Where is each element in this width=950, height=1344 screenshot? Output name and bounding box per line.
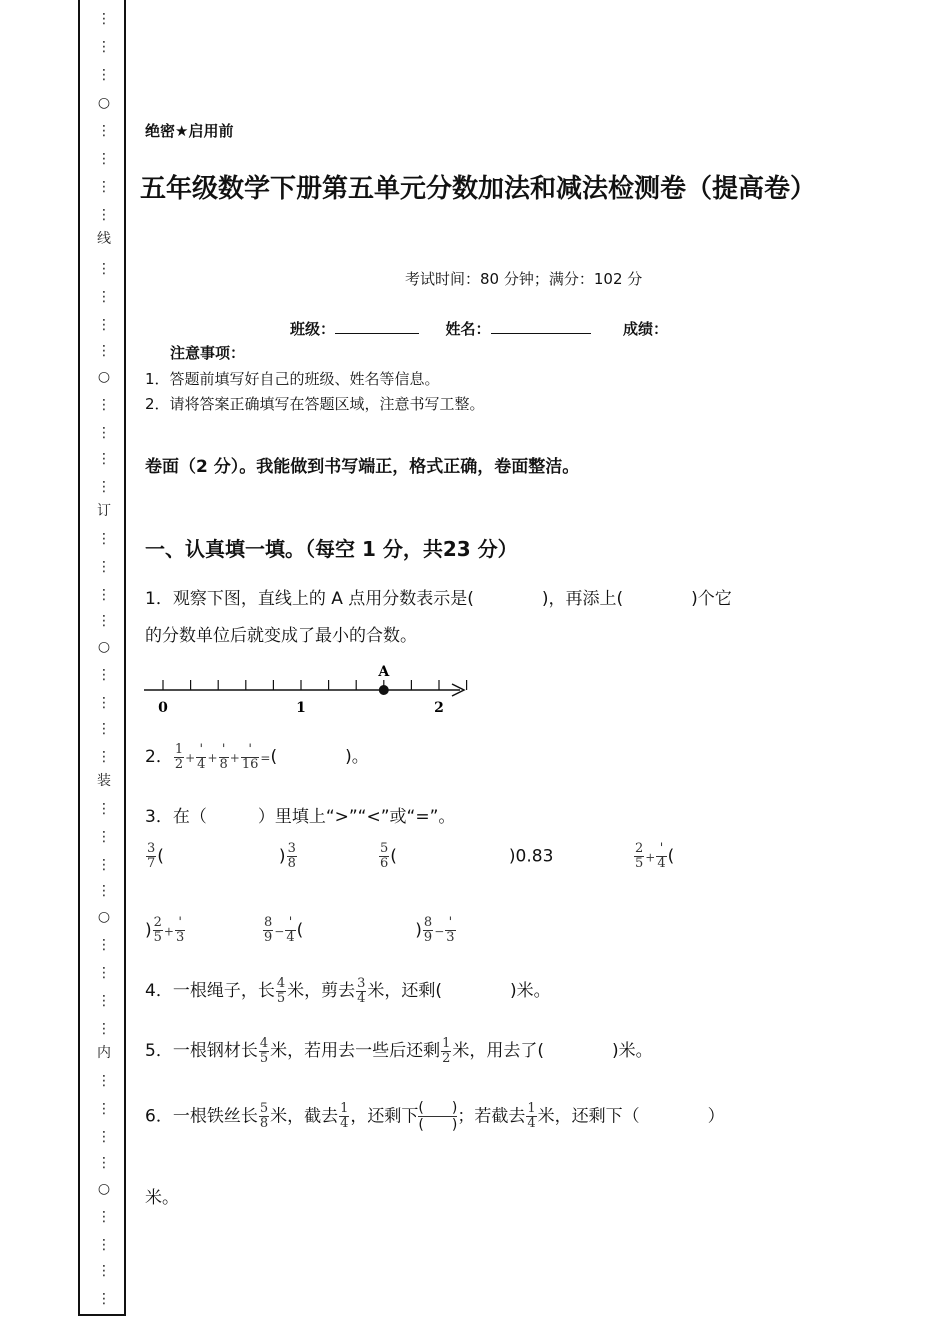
answer-blank[interactable]: 米，用去了( )米。 (452, 1041, 653, 1061)
dotted-line-icon: ⋮ (97, 695, 111, 711)
answer-fraction-blank[interactable]: ( ) ( ) (418, 1100, 458, 1133)
dotted-line-icon: ⋮ (97, 937, 111, 953)
fraction: $\frac{5}{8}$ (259, 1101, 269, 1131)
question-4: 4．一根绳子，长 $\frac{4}{5}$ 米，剪去 $\frac{3}{4}$ 米，还剩( )米。 (145, 975, 551, 1006)
dotted-line-icon: ⋮ (97, 451, 111, 467)
dotted-line-icon: ⋮ (97, 39, 111, 55)
question-3-compare-2: $\frac{5}{6}$ ( )0.83 (380, 841, 554, 871)
dotted-line-icon: ⋮ (97, 801, 111, 817)
question-1-line-1: 1．观察下图，直线上的 A 点用分数表示是( )，再添上( )个它 (145, 589, 732, 609)
dotted-line-icon: ⋮ (97, 1155, 111, 1171)
fraction: $\frac{1}{4}$ (340, 1101, 349, 1131)
tick-label: 0 (158, 700, 168, 716)
fraction: $\frac{'}{3}$ (175, 915, 185, 945)
confidential-label: 绝密★启用前 (145, 122, 234, 140)
fraction: $\frac{4}{5}$ (276, 975, 286, 1006)
fraction: $\frac{1}{2}$ (174, 741, 184, 772)
question-3-intro: 3．在（ ）里填上“>”“<”或“=”。 (145, 807, 456, 827)
question-1-line-2: 的分数单位后就变成了最小的合数。 (145, 626, 417, 646)
dotted-line-icon: ⋮ (97, 559, 111, 575)
dotted-line-icon: ⋮ (97, 261, 111, 277)
fraction: $\frac{'}{4}$ (286, 915, 295, 945)
fraction: $\frac{'}{4}$ (657, 841, 666, 871)
dotted-line-icon: ⋮ (97, 1073, 111, 1089)
fraction: $\frac{8}{9}$ (423, 915, 433, 945)
exam-info: 考试时间：80 分钟；满分：102 分 (405, 270, 643, 288)
name-blank[interactable] (491, 317, 591, 334)
answer-blank[interactable]: ( )。 (270, 747, 369, 767)
dotted-line-icon: ⋮ (97, 479, 111, 495)
fraction: $\frac{4}{5}$ (259, 1035, 269, 1066)
binding-label: 订 (97, 503, 111, 519)
section-title: 一、认真填一填。（每空 1 分，共23 分） (145, 537, 518, 561)
dotted-line-icon: ⋮ (97, 749, 111, 765)
dotted-line-icon: ⋮ (97, 857, 111, 873)
binding-label: 线 (97, 231, 111, 247)
notice-item: 2．请将答案正确填写在答题区域，注意书写工整。 (145, 395, 485, 413)
dotted-line-icon: ⋮ (97, 613, 111, 629)
dotted-line-icon: ⋮ (97, 179, 111, 195)
point-a (379, 685, 389, 695)
tick-label: 2 (434, 700, 444, 716)
fraction: $\frac{'}{16}$ (241, 741, 259, 772)
dotted-line-icon: ⋮ (97, 1129, 111, 1145)
answer-blank[interactable]: 米，还剩( )米。 (367, 981, 551, 1001)
dotted-line-icon: ⋮ (97, 1021, 111, 1037)
dotted-line-icon: ⋮ (97, 883, 111, 899)
fraction: $\frac{3}{4}$ (357, 975, 366, 1006)
dotted-line-icon: ⋮ (97, 1237, 111, 1253)
question-6: 6．一根铁丝长 $\frac{5}{8}$ 米，截去 $\frac{1}{4}$ ，还剩下 ( ) ( ) ；若截去 $\frac{1}{4}$ 米，还剩下（ ） (145, 1100, 725, 1133)
binding-hole-icon: ○ (97, 909, 111, 925)
dotted-line-icon: ⋮ (97, 207, 111, 223)
binding-label: 内 (97, 1045, 111, 1061)
dotted-line-icon: ⋮ (97, 587, 111, 603)
question-2: 2． $\frac{1}{2}$ + $\frac{'}{4}$ + $\frac{'}{8}$ + $\frac{'}{16}$ =( )。 (145, 741, 369, 772)
fraction: $\frac{'}{3}$ (446, 915, 455, 945)
dotted-line-icon: ⋮ (97, 1209, 111, 1225)
class-blank[interactable] (335, 317, 419, 334)
dotted-line-icon: ⋮ (97, 667, 111, 683)
binding-hole-icon: ○ (97, 95, 111, 111)
student-info-row (290, 317, 668, 339)
question-5: 5．一根钢材长 $\frac{4}{5}$ 米，若用去一些后还剩 $\frac{1}{2}$ 米，用去了( )米。 (145, 1035, 653, 1066)
question-3-compare-4: $\frac{8}{9}$ − $\frac{'}{4}$ ( ) $\frac{8}{9}$ − $\frac{'}{3}$ (264, 915, 455, 945)
fraction: $\frac{'}{8}$ (219, 741, 228, 772)
fraction: $\frac{5}{6}$ (380, 841, 389, 871)
dotted-line-icon: ⋮ (97, 123, 111, 139)
dotted-line-icon: ⋮ (97, 397, 111, 413)
name-label: 姓名： (445, 320, 491, 338)
binding-margin (78, 0, 126, 1316)
dotted-line-icon: ⋮ (97, 151, 111, 167)
fraction: $\frac{3}{7}$ (147, 841, 156, 871)
question-6-line-2: 米。 (145, 1188, 179, 1208)
tick-label: 1 (296, 700, 306, 716)
fraction: $\frac{3}{8}$ (287, 841, 296, 871)
class-label: 班级： (290, 320, 336, 338)
number-line (140, 660, 480, 720)
dotted-line-icon: ⋮ (97, 425, 111, 441)
dotted-line-icon: ⋮ (97, 67, 111, 83)
dotted-line-icon: ⋮ (97, 993, 111, 1009)
neatness-note: 卷面（2 分）。我能做到书写端正，格式正确，卷面整洁。 (145, 457, 580, 477)
question-3-compare-3: $\frac{2}{5}$ + $\frac{'}{4}$ ( (635, 841, 675, 871)
dotted-line-icon: ⋮ (97, 531, 111, 547)
dotted-line-icon: ⋮ (97, 1101, 111, 1117)
binding-label: 装 (97, 773, 111, 789)
score-label: 成绩： (622, 320, 668, 338)
binding-hole-icon: ○ (97, 1181, 111, 1197)
dotted-line-icon: ⋮ (97, 721, 111, 737)
fraction: $\frac{1}{4}$ (527, 1101, 536, 1131)
point-a-label: A (378, 664, 390, 680)
binding-hole-icon: ○ (97, 369, 111, 385)
dotted-line-icon: ⋮ (97, 1263, 111, 1279)
dotted-line-icon: ⋮ (97, 317, 111, 333)
fraction: $\frac{8}{9}$ (264, 915, 273, 945)
answer-blank[interactable]: 米，还剩下（ ） (537, 1106, 725, 1127)
fraction: $\frac{1}{2}$ (442, 1035, 451, 1066)
dotted-line-icon: ⋮ (97, 965, 111, 981)
dotted-line-icon: ⋮ (97, 343, 111, 359)
notice-item: 1．答题前填写好自己的班级、姓名等信息。 (145, 370, 440, 388)
dotted-line-icon: ⋮ (97, 1291, 111, 1307)
fraction: $\frac{2}{5}$ (153, 915, 162, 945)
fraction: $\frac{2}{5}$ (635, 841, 644, 871)
notice-heading: 注意事项： (170, 344, 246, 362)
dotted-line-icon: ⋮ (97, 829, 111, 845)
dotted-line-icon: ⋮ (97, 289, 111, 305)
binding-hole-icon: ○ (97, 639, 111, 655)
page-title: 五年级数学下册第五单元分数加法和减法检测卷（提高卷） (140, 174, 817, 204)
dotted-line-icon: ⋮ (97, 11, 111, 27)
question-3-compare-1: $\frac{3}{7}$ ( ) $\frac{3}{8}$ (147, 841, 296, 871)
fraction: $\frac{'}{4}$ (197, 741, 206, 772)
question-3-compare-3-end: ) $\frac{2}{5}$ + $\frac{'}{3}$ (145, 915, 185, 945)
